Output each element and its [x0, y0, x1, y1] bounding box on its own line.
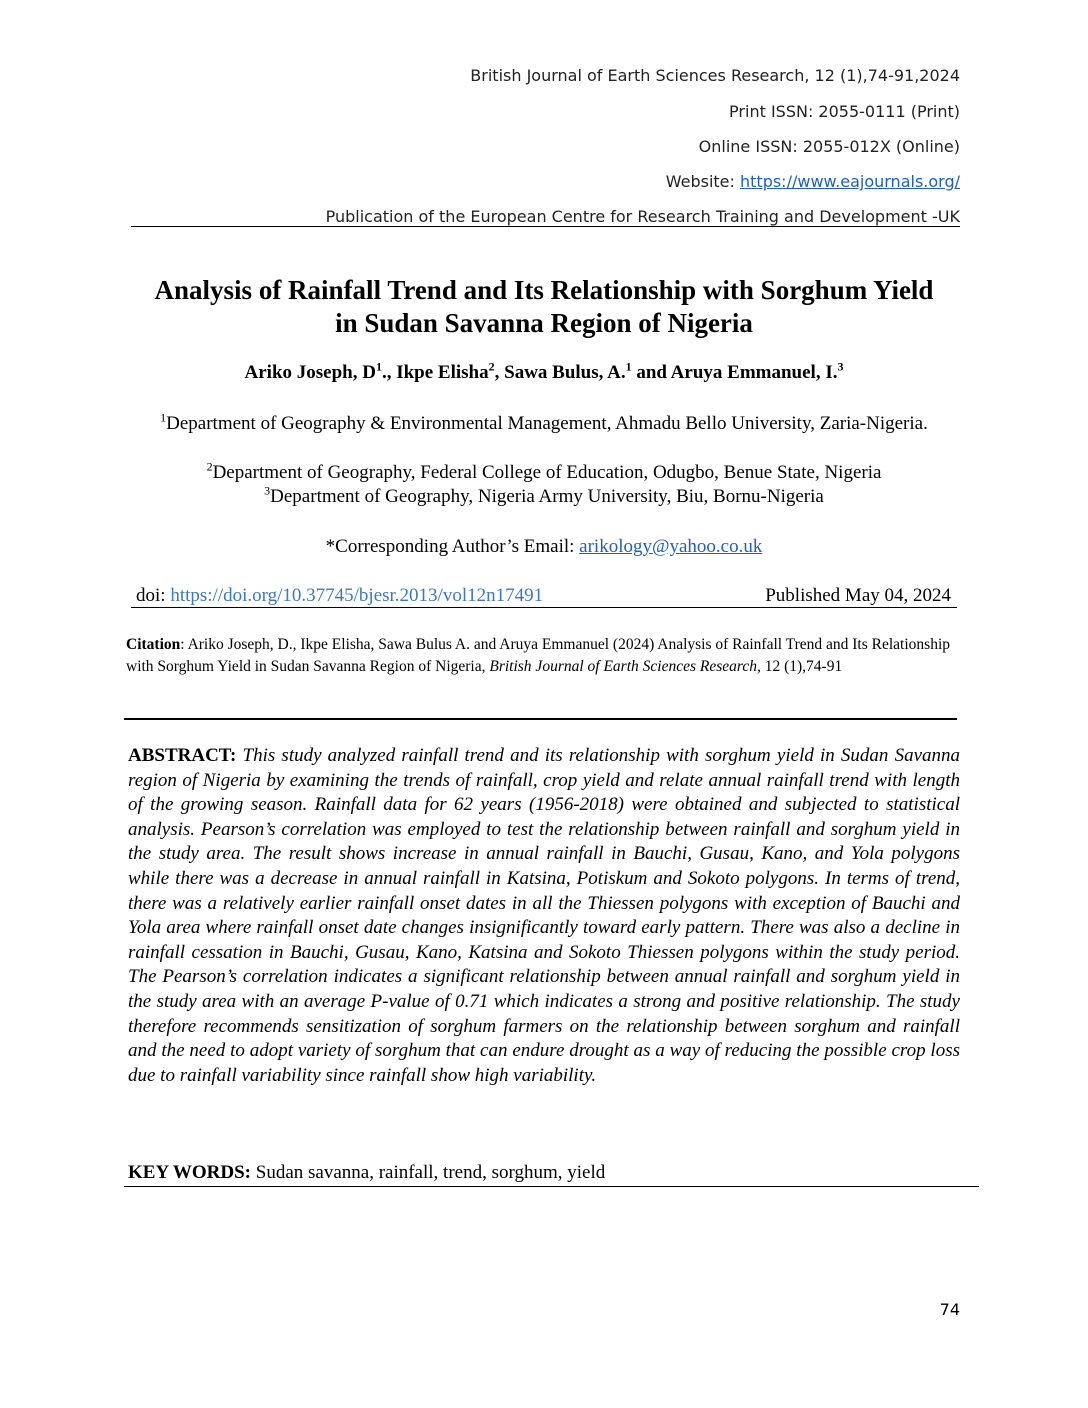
affiliation-3: [140, 485, 948, 509]
affiliation-mark: 3: [264, 483, 271, 498]
abstract-label: ABSTRACT:: [128, 745, 237, 766]
abstract-text: This study analyzed rainfall trend and its relationship with sorghum yield in Sudan Savanna region of Nigeria by examining the trends of rainfall, crop yield and relate annual rainfall trend with length of the growing season. Rainfall data for 62 years (1956-2018) were obtained and subjected to statistical analysis. Pearson’s correlation was employed to test the relationship between rainfall and sorghum yield in the study area. The result shows increase in annual rainfall in Bauchi, Gusau, Kano, and Yola polygons while there was a decrease in annual rainfall in Katsina, Potiskum and Sokoto polygons. In terms of trend, there was a relatively earlier rainfall onset dates in all the Thiessen polygons with exception of Bauchi and Yola area where rainfall onset date changes insignificantly toward early pattern. There was also a decline in rainfall cessation in Bauchi, Gusau, Kano, Katsina and Sokoto Thiessen polygons within the study period. The Pearson’s correlation indicates a significant relationship between annual rainfall and sorghum yield in the study area with an average P-value of 0.71 which indicates a strong and positive relationship. The study therefore recommends sensitization of sorghum farmers on the relationship between sorghum and rainfall and the need to adopt variety of sorghum that can endure drought as a way of reducing the possible crop loss due to rainfall variability since rainfall show high variability.: [128, 745, 960, 1086]
affiliation-text: Department of Geography, Federal College of Education, Odugbo, Benue State, Nigeria: [212, 462, 882, 483]
author-separator: and: [631, 362, 671, 383]
author-name: Aruya Emmanuel, I.: [670, 362, 838, 383]
citation-text: : Ariko Joseph, D., Ikpe Elisha, Sawa Bulus A. and Aruya Emmanuel (2024) Analysis of Rainfall Trend and Its Relationship with Sorghum Yield in Sudan Savanna Region of Nigeria,: [126, 636, 951, 675]
doi-line: [136, 585, 543, 607]
author-separator: .,: [381, 362, 397, 383]
title-line-2: in Sudan Savanna Region of Nigeria: [335, 308, 753, 338]
doi-label: doi:: [136, 585, 171, 606]
publisher-line: Publication of the European Centre for Research Training and Development -UK: [325, 207, 960, 226]
affiliation-1: [140, 412, 948, 436]
keywords-line: [128, 1162, 605, 1184]
title-line-1: Analysis of Rainfall Trend and Its Relationship with Sorghum Yield: [154, 275, 934, 305]
keywords-divider: [124, 1186, 979, 1187]
corresponding-email: [120, 536, 968, 558]
author-name: Sawa Bulus, A.: [504, 362, 626, 383]
author-name: Ariko Joseph, D: [244, 362, 376, 383]
author-name: Ikpe Elisha: [396, 362, 489, 383]
header-divider: [131, 226, 960, 227]
affiliation-mark: 1: [160, 410, 167, 425]
affiliation-text: Department of Geography & Environmental Management, Ahmadu Bello University, Zaria-Nigeria.: [166, 413, 928, 434]
affiliation-2: [140, 461, 948, 485]
email-label: *Corresponding Author’s Email:: [325, 536, 580, 557]
abstract-block: [128, 744, 960, 1088]
paper-title: [120, 274, 968, 340]
affiliation-mark: 2: [206, 459, 213, 474]
citation-journal: British Journal of Earth Sciences Research,: [489, 658, 761, 675]
affiliation-text: Department of Geography, Nigeria Army University, Biu, Bornu-Nigeria: [270, 486, 824, 507]
citation-block: [126, 634, 950, 678]
keywords-label: KEY WORDS:: [128, 1162, 251, 1183]
email-link[interactable]: arikology@yahoo.co.uk: [579, 536, 763, 557]
citation-volume: 12 (1),74-91: [760, 658, 843, 675]
website-link[interactable]: https://www.eajournals.org/: [740, 172, 960, 191]
print-issn: Print ISSN: 2055-0111 (Print): [729, 102, 960, 121]
doi-link[interactable]: https://doi.org/10.37745/bjesr.2013/vol12n17491: [170, 585, 544, 606]
page-number: 74: [939, 1300, 960, 1319]
online-issn: Online ISSN: 2055-012X (Online): [698, 137, 960, 156]
keywords-text: Sudan savanna, rainfall, trend, sorghum, yield: [251, 1162, 606, 1183]
author-affil-mark: 1: [625, 359, 632, 374]
author-affil-mark: 1: [375, 359, 382, 374]
author-affil-mark: 3: [837, 359, 844, 374]
author-separator: ,: [494, 362, 505, 383]
doi-divider: [131, 607, 957, 608]
journal-line: British Journal of Earth Sciences Research, 12 (1),74-91,2024: [470, 66, 960, 85]
website-label: Website:: [665, 172, 740, 191]
website-line: [666, 172, 960, 191]
author-list: [120, 359, 968, 384]
citation-divider: [124, 718, 957, 720]
published-date: Published May 04, 2024: [765, 585, 951, 606]
citation-label: Citation: [126, 636, 181, 653]
author-affil-mark: 2: [488, 359, 495, 374]
